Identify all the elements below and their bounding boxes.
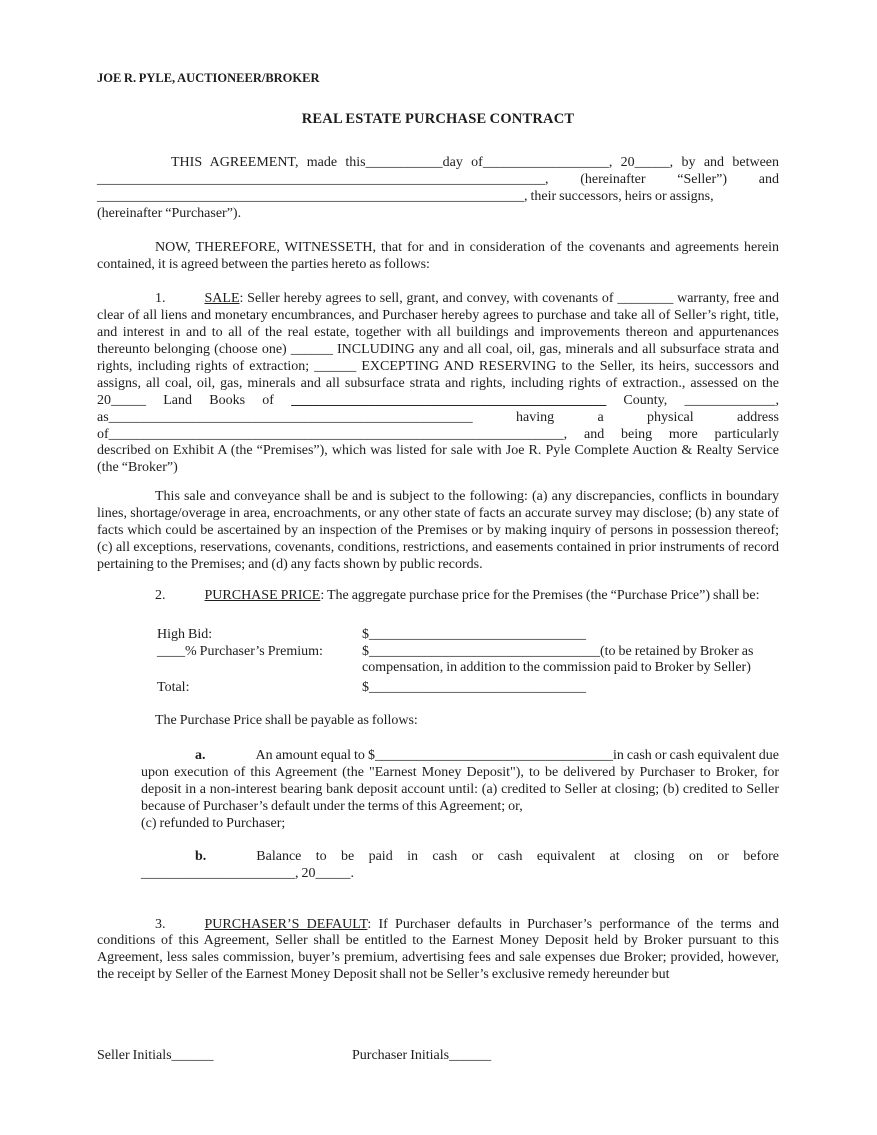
total-amount-blank: _______________________________ (369, 680, 586, 696)
premium-note-row (97, 660, 779, 677)
county-blank: _____________ (684, 392, 776, 408)
price-table (97, 627, 779, 698)
item-b-text: Balance to be paid in cash or cash equivalent at closing on or before (256, 848, 779, 864)
premium-percent-blank: ____ (157, 643, 185, 659)
section-1-text: having a physical address of (97, 409, 779, 442)
purchaser-initials-label: Purchaser Initials (352, 1048, 450, 1064)
item-b-text: , 20 (295, 865, 316, 881)
excepting-choice-blank: ______ (314, 358, 357, 374)
land-books-year-blank: _____ (111, 392, 146, 408)
item-b-text: . (350, 865, 354, 881)
item-a-earnest-money (141, 748, 779, 833)
seller-name-blank: ________________________________________________________________ (97, 171, 545, 187)
section-1-text: INCLUDING any and all coal, oil, gas, minerals and all subsurface strata and rights, including rights of extraction; (97, 341, 779, 374)
seller-label: , (hereinafter “Seller”) and (545, 171, 779, 187)
item-a-text: An amount equal to $ (255, 748, 375, 764)
assessed-as-blank: ____________________________________________________ (108, 409, 473, 425)
land-books-blank: _____________________________________________ (291, 392, 607, 408)
section-1-text: : Seller hereby agrees to sell, grant, and convey, with covenants of (239, 291, 618, 307)
seller-initials-blank: ______ (171, 1048, 214, 1064)
section-1-heading: SALE (204, 291, 240, 307)
intro-text: , by and between (669, 154, 779, 170)
total-amount (362, 680, 779, 697)
dollar-sign: $ (362, 643, 369, 659)
premium-row (97, 644, 779, 661)
empty-label (97, 660, 362, 677)
successors-text: , their successors, heirs or assigns, (524, 188, 714, 204)
section-3-number: 3. (155, 916, 166, 932)
high-bid-label: High Bid: (157, 626, 213, 642)
month-blank: __________________ (482, 154, 609, 170)
section-2-text: : The aggregate purchase price for the Premises (the “Purchase Price”) shall be: (320, 587, 760, 603)
paragraph-payable: The Purchase Price shall be payable as follows: (155, 713, 418, 729)
premium-amount (362, 644, 779, 661)
premium-label (97, 644, 362, 661)
premium-amount-blank: _________________________________ (369, 643, 600, 659)
paragraph-witnesseth: NOW, THEREFORE, WITNESSETH, that for and in consideration of the covenants and agreements herein contained, it is agreed between the parties hereto as follows: (97, 240, 779, 273)
physical-address-blank: _________________________________________________________________ (108, 426, 564, 442)
paragraph-intro (97, 155, 779, 223)
seller-initials (97, 1048, 352, 1065)
high-bid-row (97, 627, 779, 644)
earnest-money-amount-blank: __________________________________ (374, 748, 613, 764)
section-3-text: : If Purchaser defaults in Purchaser’s performance of the terms and conditions of this Agreement, Seller shall be entitled to the Earnest Money Deposit held by Broker pursuant to this Agreement, less sales commission, buyer’s premium, advertising fees and sale expenses due Broker; provided, however, the receipt by Seller of the Earnest Money Deposit shall not be Seller’s exclusive remedy hereunder but (97, 916, 780, 983)
high-bid-amount-blank: _______________________________ (369, 626, 586, 642)
section-2-heading: PURCHASE PRICE (204, 587, 321, 603)
item-a-number: a. (195, 748, 206, 764)
purchaser-initials (352, 1048, 491, 1065)
document-title: REAL ESTATE PURCHASE CONTRACT (301, 110, 575, 127)
total-row (97, 680, 779, 697)
section-1-number: 1. (155, 291, 166, 307)
warranty-blank: ________ (617, 291, 674, 307)
intro-text: THIS AGREEMENT, made this (171, 154, 366, 170)
intro-text: , 20 (608, 154, 635, 170)
paragraph-subject-to: This sale and conveyance shall be and is subject to the following: (a) any discrepancies, conflicts in boundary lines, shortage/overage in area, encroachments, or any other state of facts an accurate survey may disclose; (b) any state of facts which could be ascertained by an inspection of the Premises or by making inquiry of persons in possession thereof; (c) all exceptions, reservations, covenants, conditions, restrictions, and easements contained in prior instruments of record pertaining to the Premises; and (d) any facts shown by public records. (97, 489, 779, 572)
section-1-sale (97, 291, 779, 477)
purchaser-label: (hereinafter “Purchaser”). (97, 205, 242, 221)
premium-label-text: % Purchaser’s Premium: (185, 643, 323, 659)
closing-year-blank: _____ (315, 865, 351, 881)
including-choice-blank: ______ (290, 341, 333, 357)
item-a-text: in cash or cash equivalent due upon execution of this Agreement (the "Earnest Money Deposit"), to be delivered by Purchaser to Broker, for deposit in a non-interest bearing bank deposit account until: (a) credited to Seller at closing; (b) credited to Seller because of Purchaser’s default under the terms of this Agreement; or, (141, 748, 780, 814)
section-3-heading: PURCHASER’S DEFAULT (204, 916, 368, 932)
premium-note: (to be retained by Broker as (600, 643, 754, 659)
seller-initials-label: Seller Initials (97, 1048, 172, 1064)
section-2-number: 2. (155, 587, 166, 603)
section-1-text: Land Books of (146, 392, 292, 408)
intro-text: day of (442, 154, 483, 170)
premium-note-continued: compensation, in addition to the commission paid to Broker by Seller) (362, 660, 751, 676)
section-1-text: , and being more particularly described on Exhibit A (the “Premises”), which was listed for sale with Joe R. Pyle Complete Auction & Realty Service (the “Broker”) (97, 426, 779, 476)
item-b-balance (141, 849, 779, 883)
section-1-text: County, (606, 392, 685, 408)
high-bid-amount (362, 627, 779, 644)
year-blank: _____ (634, 154, 670, 170)
section-3-purchasers-default (97, 917, 779, 985)
purchaser-name-blank: _____________________________________________________________ (97, 188, 524, 204)
day-blank: ___________ (365, 154, 443, 170)
initials-footer (97, 1048, 779, 1065)
item-b-number: b. (195, 848, 207, 864)
section-2-purchase-price (97, 588, 779, 605)
broker-line: JOE R. PYLE, AUCTIONEER/BROKER (97, 71, 320, 85)
closing-date-blank: ______________________ (141, 865, 295, 881)
section-1-text: , as (97, 392, 779, 425)
section-1-text: EXCEPTING AND RESERVING to the Seller, its heirs, successors and assigns, all coal, oil, gas, minerals and all subsurface strata and rights, including rights of extraction., assessed on the 20 (97, 358, 780, 408)
dollar-sign: $ (362, 626, 369, 642)
section-1-text: warranty, free and clear of all liens and monetary encumbrances, and Purchaser hereby agrees to purchase and take all of Seller’s right, title, and interest in and to all of the real estate, together with all buildings and improvements thereon and appurtenances thereunto belonging (choose one) (97, 291, 780, 357)
item-a-refund-clause: (c) refunded to Purchaser; (141, 815, 286, 831)
dollar-sign: $ (362, 680, 369, 696)
total-label: Total: (157, 680, 190, 696)
purchaser-initials-blank: ______ (449, 1048, 492, 1064)
